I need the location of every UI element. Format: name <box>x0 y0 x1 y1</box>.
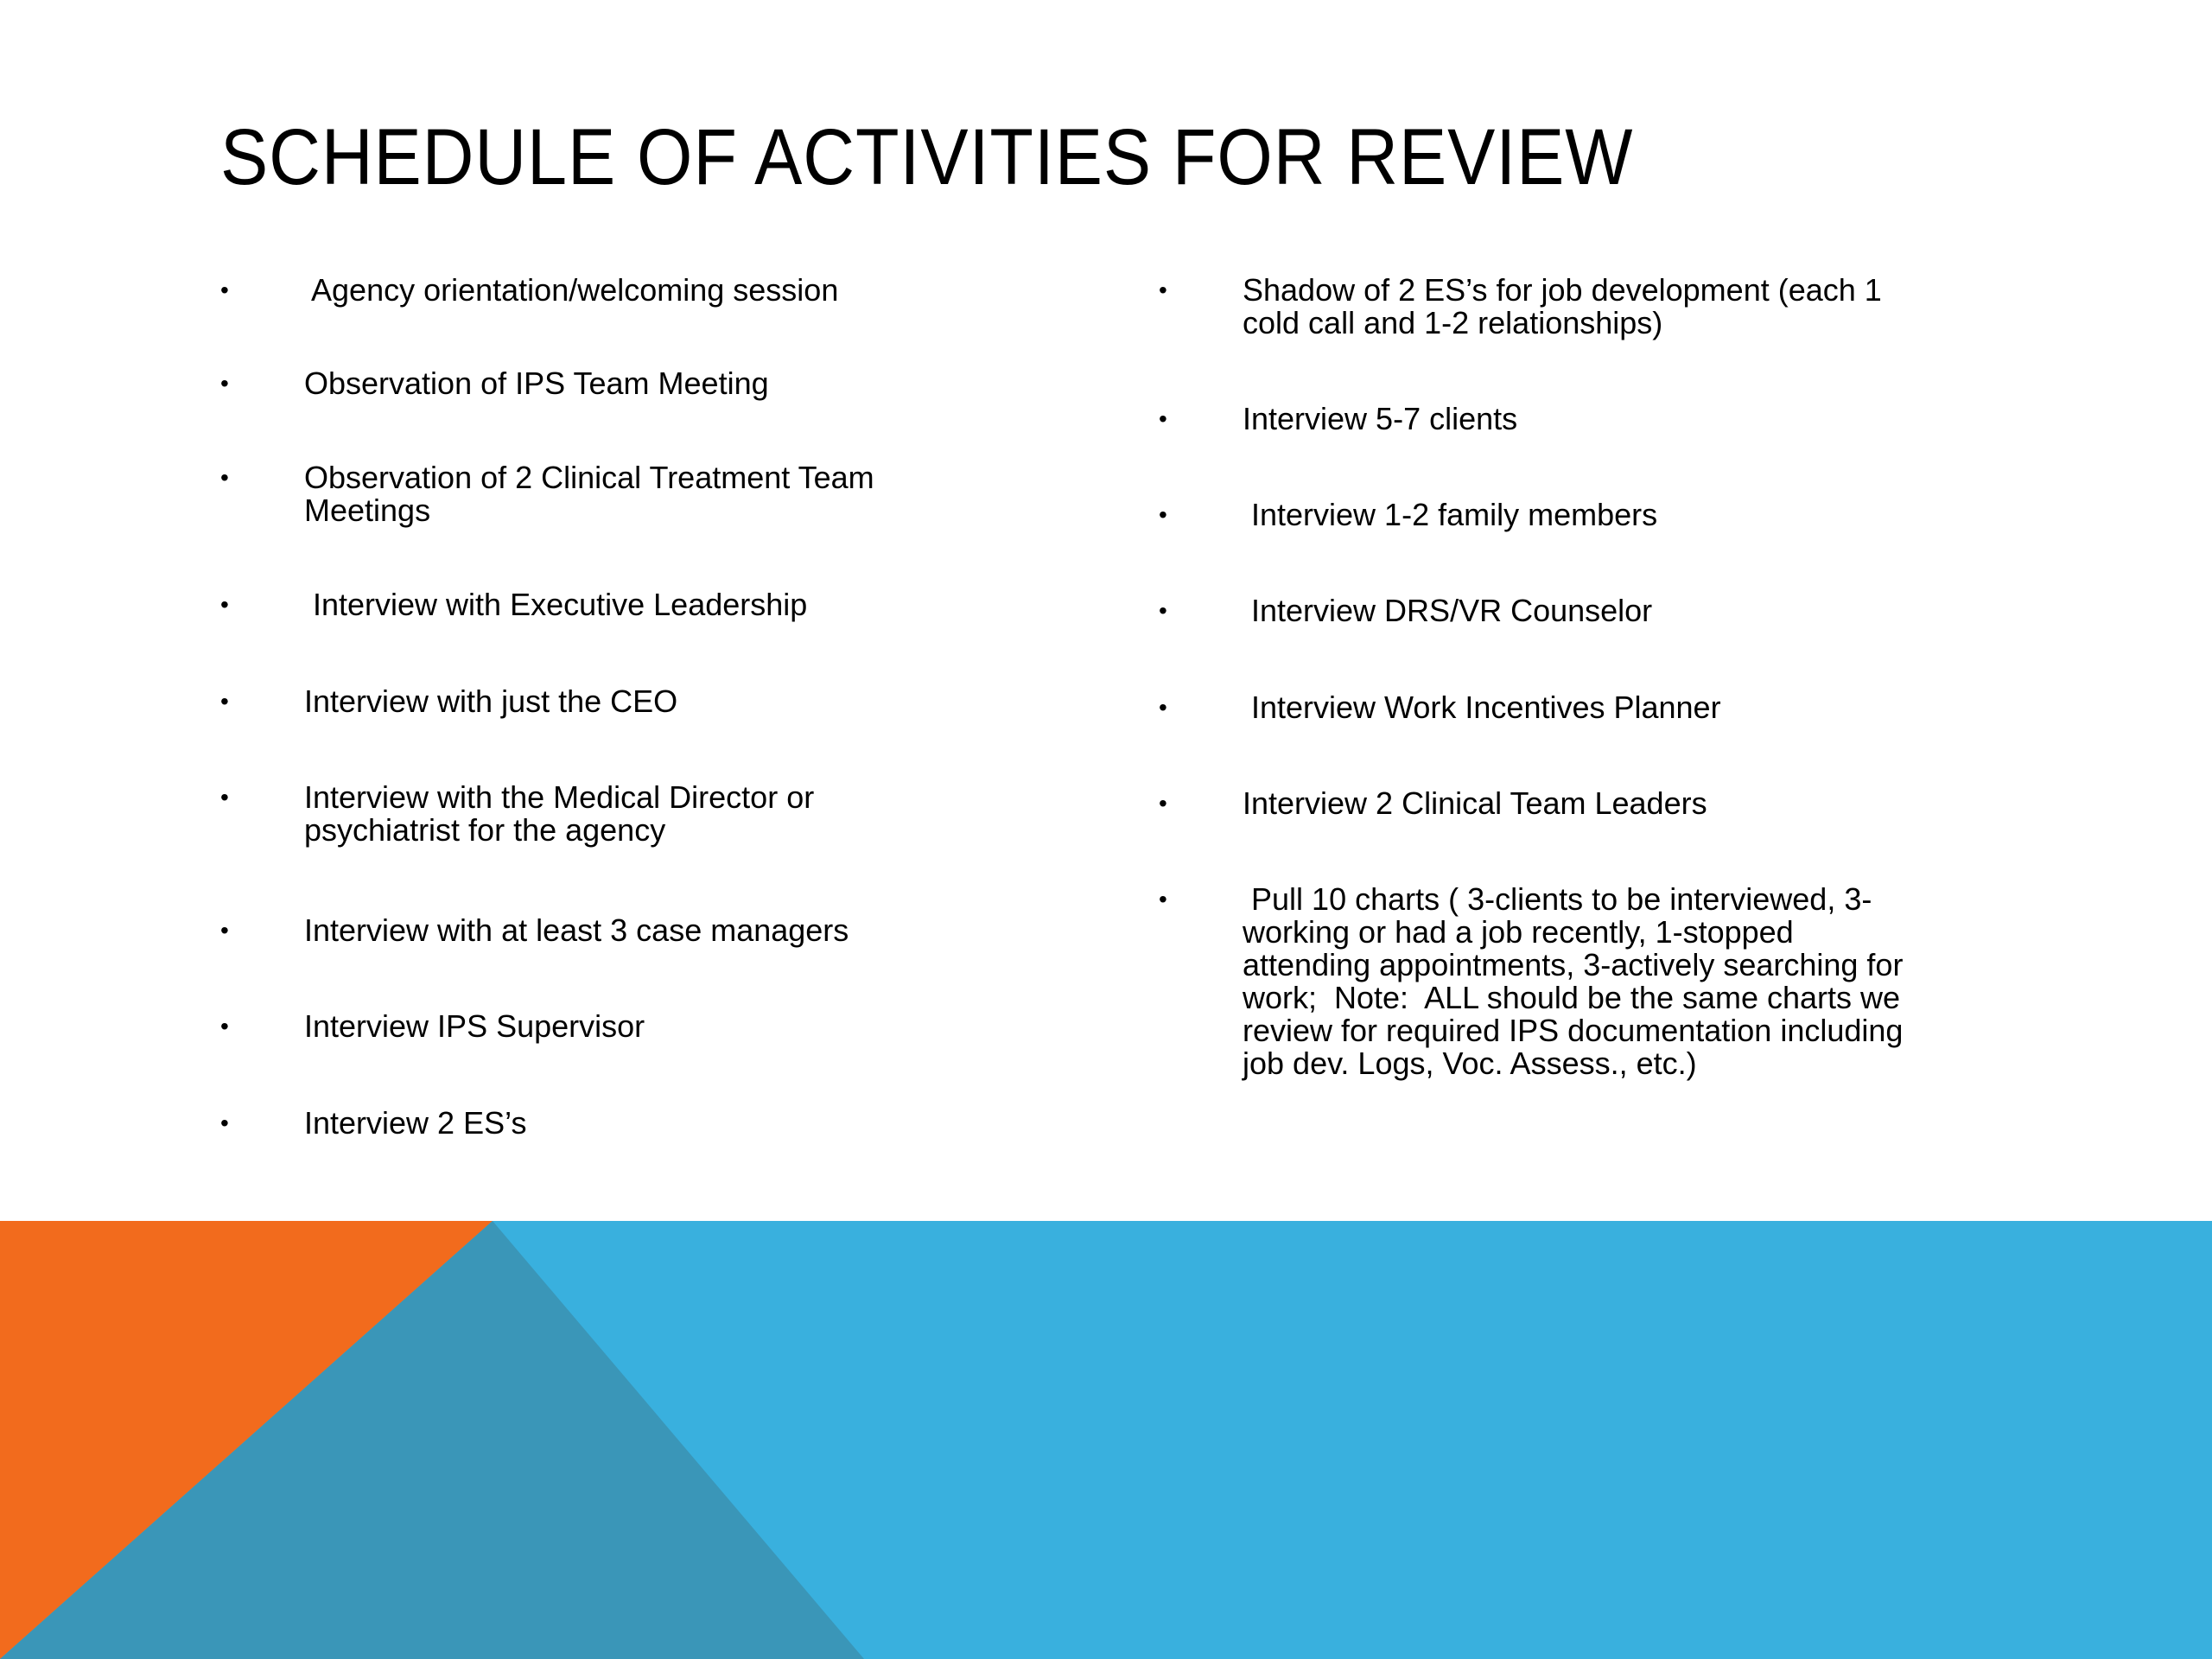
bullet-icon: • <box>1159 886 1167 912</box>
list-item-text: Interview 1-2 family members <box>1243 497 1658 532</box>
list-item-text: Interview 2 Clinical Team Leaders <box>1243 785 1707 821</box>
list-item-text: Pull 10 charts ( 3-clients to be interviewed, 3-working or had a job recently, 1-stopped attending appointments, 3-actively searching for work; Note: ALL should be the same charts we review for required IPS documentation including job dev. Logs, Voc. Assess., etc.) <box>1243 881 1912 1081</box>
bullet-icon: • <box>1159 790 1167 817</box>
list-item-text: Observation of IPS Team Meeting <box>304 365 769 401</box>
bullet-icon: • <box>1159 694 1167 721</box>
list-item-text: Interview with the Medical Director or psychiatrist for the agency <box>304 779 815 848</box>
bullet-icon: • <box>220 688 229 715</box>
list-item-text: Interview with Executive Leadership <box>304 587 808 622</box>
bullet-icon: • <box>1159 501 1167 528</box>
bullet-icon: • <box>220 1109 229 1136</box>
list-item-text: Interview Work Incentives Planner <box>1243 690 1721 725</box>
list-item-text: Agency orientation/welcoming session <box>304 272 839 308</box>
list-item-text: Observation of 2 Clinical Treatment Team Meetings <box>304 460 874 528</box>
bullet-icon: • <box>220 1013 229 1039</box>
bullet-icon: • <box>220 276 229 303</box>
list-item-text: Interview DRS/VR Counselor <box>1243 593 1653 628</box>
bullet-icon: • <box>220 917 229 944</box>
list-item-text: Interview 5-7 clients <box>1243 401 1518 436</box>
bullet-icon: • <box>220 784 229 810</box>
bullet-icon: • <box>1159 276 1167 303</box>
bullet-icon: • <box>1159 405 1167 432</box>
slide-title: SCHEDULE OF ACTIVITIES FOR REVIEW <box>220 113 1634 201</box>
bullet-icon: • <box>220 591 229 618</box>
bullet-icon: • <box>220 370 229 397</box>
bullet-icon: • <box>1159 597 1167 624</box>
list-item-text: Shadow of 2 ES’s for job development (each 1 cold call and 1-2 relationships) <box>1243 272 1882 340</box>
list-item-text: Interview IPS Supervisor <box>304 1008 645 1044</box>
bullet-icon: • <box>220 464 229 491</box>
list-item-text: Interview with at least 3 case managers <box>304 912 849 948</box>
list-item-text: Interview 2 ES’s <box>304 1105 527 1141</box>
list-item-text: Interview with just the CEO <box>304 683 678 719</box>
